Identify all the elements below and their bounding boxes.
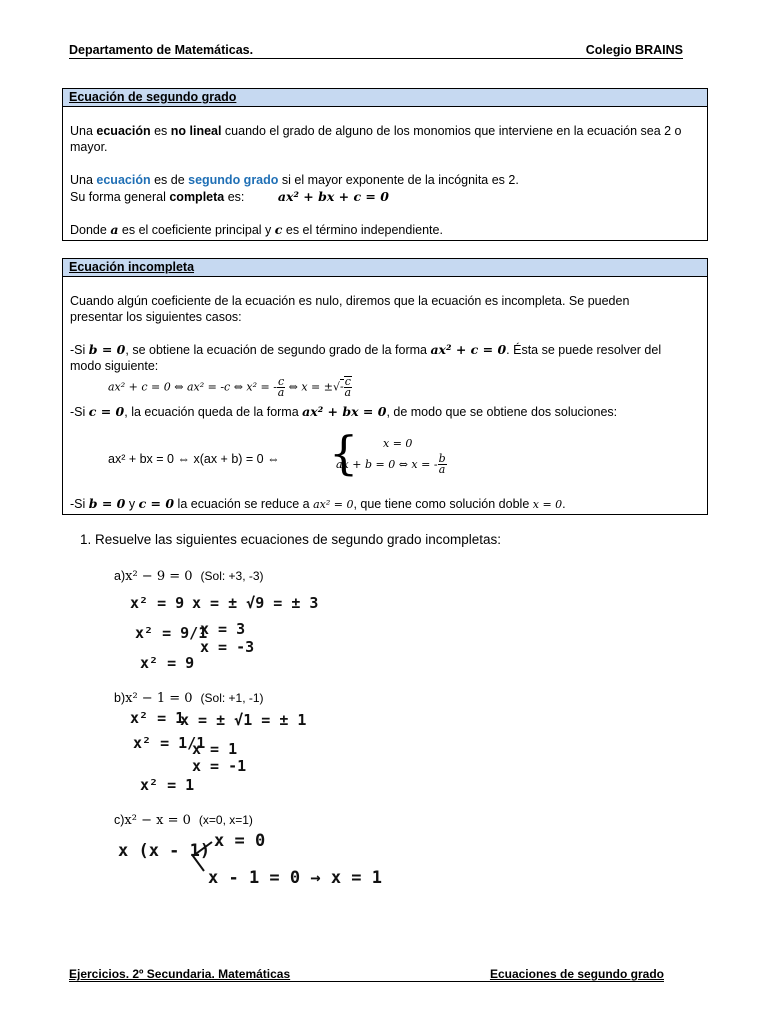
- definition-box-title: Ecuación de segundo grado: [63, 89, 707, 107]
- solution-x-zero: x = 0: [383, 437, 413, 450]
- hw-c-3: x - 1 = 0 → x = 1: [208, 868, 382, 888]
- hw-b-5: x = -1: [192, 757, 247, 775]
- case-both-zero: -Si b = 0 y c = 0 la ecuación se reduce a ax² = 0, que tiene como solución doble x = 0.: [70, 496, 566, 511]
- hw-b-4: x = 1: [192, 740, 238, 758]
- case-c-zero-equation: ax² + bx = 0 ⇔ x(ax + b) = 0 ⇔: [108, 452, 280, 466]
- case-b-zero-cont: modo siguiente:: [70, 359, 159, 373]
- definition-paragraph-1-cont: mayor.: [70, 140, 108, 154]
- hw-b-2: x = ± √1 = ± 1: [180, 711, 307, 729]
- incomplete-intro: Cuando algún coeficiente de la ecuación es nulo, diremos que la ecuación es incompleta. Se pueden: [70, 294, 630, 308]
- definition-paragraph-1: Una ecuación es no lineal cuando el grado de alguno de los monomios que interviene en la ecuación sea 2 o: [70, 124, 682, 138]
- hw-b-3: x² = 1/1: [133, 734, 206, 752]
- page-footer: [69, 967, 664, 982]
- incomplete-intro-cont: presentar los siguientes casos:: [70, 310, 242, 324]
- school-label: Colegio BRAINS: [585, 43, 683, 57]
- hw-a-2: x = ± √9 = ± 3: [192, 594, 319, 612]
- footer-topic: Ecuaciones de segundo grado: [489, 967, 664, 981]
- definition-paragraph-2: Una ecuación es de segundo grado si el mayor exponente de la incógnita es 2.: [70, 173, 519, 187]
- exercise-item-b: b)x² − 1 = 0 (Sol: +1, -1): [114, 691, 264, 706]
- hw-a-4: x = 3: [200, 620, 246, 638]
- hw-a-3: x² = 9/1: [135, 624, 208, 642]
- hw-b-6: x² = 1: [140, 776, 195, 794]
- hw-b-1: x² = 1: [130, 709, 185, 727]
- case-b-zero-equation: ax² + c = 0 ⇔ ax² = -c ⇔ x² = - $\frac{c}{a}$ ⇔ x = ±√- $\frac{c}{a}$: [108, 374, 352, 399]
- hw-a-5: x = -3: [200, 638, 255, 656]
- hw-a-6: x² = 9: [140, 654, 195, 672]
- hw-c-2: x = 0: [214, 831, 266, 851]
- hw-c-1: x (x - 1): [118, 841, 211, 861]
- coefficients-line: Donde a es el coeficiente principal y c es el término independiente.: [70, 222, 443, 237]
- case-c-zero: -Si c = 0, la ecuación queda de la forma ax² + bx = 0, de modo que se obtiene dos soluciones:: [70, 404, 618, 419]
- exercise-item-a: a)x² − 9 = 0 (Sol: +3, -3): [114, 569, 264, 584]
- general-form-formula: ax² + bx + c = 0: [277, 189, 389, 204]
- general-form-line: Su forma general completa es: ax² + bx + c = 0: [70, 189, 389, 204]
- case-b-zero: -Si b = 0, se obtiene la ecuación de segundo grado de la forma ax² + c = 0. Ésta se puede resolver del: [70, 342, 662, 357]
- incomplete-box-title: Ecuación incompleta: [63, 259, 707, 277]
- solution-x-minus-b-over-a: ax + b = 0 ⇔ x = - $\frac{b}{a}$: [336, 452, 446, 476]
- footer-course: Ejercicios. 2º Secundaria. Matemáticas: [69, 967, 291, 981]
- left-brace: {: [329, 426, 359, 480]
- exercise-title: 1. Resuelve las siguientes ecuaciones de segundo grado incompletas:: [80, 532, 502, 547]
- hw-a-1: x² = 9: [130, 594, 185, 612]
- department-label: Departamento de Matemáticas.: [69, 43, 254, 57]
- exercise-item-c: c)x² − x = 0 (x=0, x=1): [114, 813, 253, 828]
